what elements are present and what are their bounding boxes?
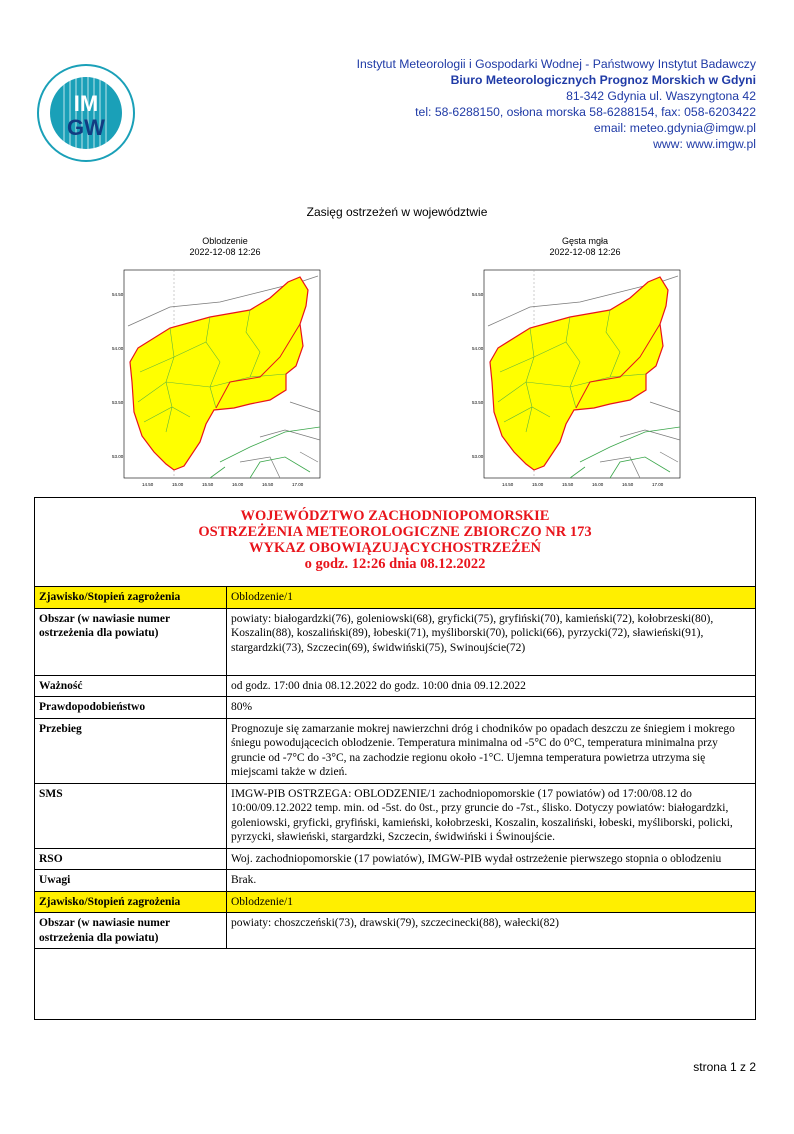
table-row xyxy=(35,608,756,675)
lon-tick: 16.00 xyxy=(232,482,244,487)
page-number: strona 1 z 2 xyxy=(693,1060,756,1074)
lat-tick: 53.50 xyxy=(112,400,124,405)
map-oblodzenie xyxy=(110,236,340,492)
row-value: od godz. 17:00 dnia 08.12.2022 do godz. 10:00 dnia 09.12.2022 xyxy=(227,675,756,697)
table-row xyxy=(35,848,756,870)
row-value: IMGW-PIB OSTRZEGA: OBLODZENIE/1 zachodniopomorskie (17 powiatów) od 17:00/08.12 do 10:00/09.12.2022 temp. min. od -5st. do 0st., przy gruncie do -7st., ślisko. Dotyczy powiatów: białogardzki, goleniowski, gryficki, gryfiński, kamieński, kołobrzeski, Koszalin, koszaliński, łobeski, myśliborski, policki, pyrzycki, sławieński, stargardzki, Szczecin, świdwiński i Świnoujście. xyxy=(227,783,756,848)
lat-tick: 54.50 xyxy=(112,292,124,297)
map-caption-time: 2022-12-08 12:26 xyxy=(189,247,261,257)
row-value: Oblodzenie/1 xyxy=(227,587,756,609)
row-label: SMS xyxy=(35,783,227,848)
map-caption-name: Gęsta mgła xyxy=(561,236,609,246)
table-row xyxy=(35,675,756,697)
table-row xyxy=(35,870,756,892)
bulletin-title xyxy=(35,498,755,578)
lon-tick: 15.50 xyxy=(202,482,214,487)
row-value: Woj. zachodniopomorskie (17 powiatów), IMGW-PIB wydał ostrzeżenie pierwszego stopnia o oblodzeniu xyxy=(227,848,756,870)
bulletin-title-line: o godz. 12:26 dnia 08.12.2022 xyxy=(304,556,486,572)
row-label: Zjawisko/Stopień zagrożenia xyxy=(35,891,227,913)
row-value: powiaty: białogardzki(76), goleniowski(68), gryficki(75), gryfiński(70), kamieński(72), kołobrzeski(80), Koszalin(88), koszaliński(89), łobeski(71), myśliborski(70), policki(66), pyrzycki(72), sławieński(91), stargardzki(73), Szczecin(69), świdwiński(75), Swinoujście(72) xyxy=(227,608,756,675)
row-label: Prawdopodobieństwo xyxy=(35,697,227,719)
row-value: Brak. xyxy=(227,870,756,892)
lon-tick: 16.50 xyxy=(262,482,274,487)
row-label: RSO xyxy=(35,848,227,870)
row-label: Uwagi xyxy=(35,870,227,892)
lat-tick: 53.00 xyxy=(112,454,124,459)
institute-header xyxy=(357,56,756,152)
logo-text-top: IM xyxy=(73,91,99,116)
table-row xyxy=(35,697,756,719)
lon-tick: 14.50 xyxy=(142,482,154,487)
lon-tick: 15.00 xyxy=(172,482,184,487)
lon-tick: 15.50 xyxy=(562,482,574,487)
table-row xyxy=(35,783,756,848)
region-map xyxy=(470,262,686,492)
row-value: Oblodzenie/1 xyxy=(227,891,756,913)
logo-text-bottom: GW xyxy=(67,115,105,140)
table-row xyxy=(35,891,756,913)
row-label: Obszar (w nawiasie numer ostrzeżenia dla powiatu) xyxy=(35,608,227,675)
lon-tick: 17.00 xyxy=(652,482,664,487)
lat-tick: 54.00 xyxy=(472,346,484,351)
warning-bulletin xyxy=(34,497,756,1020)
lat-tick: 53.50 xyxy=(472,400,484,405)
row-value: Prognozuje się zamarzanie mokrej nawierzchni dróg i chodników po opadach deszczu ze śniegiem i mokrego śniegu powodującecich oblodzenie. Temperatura minimalna od -5°C do 0°C, temperatura minimalna przy gruncie od -7°C do -3°C, na zachodzie regionu około -1°C. Ujemna temperatura powietrza utrzyma się miejscami także w dzień. xyxy=(227,718,756,783)
lon-tick: 16.50 xyxy=(622,482,634,487)
imgw-logo xyxy=(36,63,136,163)
office-address: 81-342 Gdynia ul. Waszyngtona 42 xyxy=(566,89,756,103)
institute-name: Instytut Meteorologii i Gospodarki Wodnej - Państwowy Instytut Badawczy xyxy=(356,57,756,71)
map-caption-time: 2022-12-08 12:26 xyxy=(549,247,621,257)
warning-table xyxy=(34,586,756,949)
bulletin-title-line: WYKAZ OBOWIĄZUJĄCYCHOSTRZEŻEŃ xyxy=(248,540,542,556)
row-value: 80% xyxy=(227,697,756,719)
office-name: Biuro Meteorologicznych Prognoz Morskich w Gdyni xyxy=(450,73,756,87)
maps-section-title: Zasięg ostrzeżeń w województwie xyxy=(306,205,488,219)
lon-tick: 17.00 xyxy=(292,482,304,487)
bulletin-title-line: WOJEWÓDZTWO ZACHODNIOPOMORSKIE xyxy=(240,508,550,524)
map-caption-name: Oblodzenie xyxy=(202,236,248,246)
row-label: Obszar (w nawiasie numer ostrzeżenia dla powiatu) xyxy=(35,913,227,949)
bulletin-title-line: OSTRZEŻENIA METEOROLOGICZNE ZBIORCZO NR 173 xyxy=(198,524,592,540)
lat-tick: 53.00 xyxy=(472,454,484,459)
table-row xyxy=(35,913,756,949)
office-phones: tel: 58-6288150, osłona morska 58-6288154, fax: 058-6203422 xyxy=(415,105,756,119)
lat-tick: 54.50 xyxy=(472,292,484,297)
table-row xyxy=(35,587,756,609)
lon-tick: 15.00 xyxy=(532,482,544,487)
lon-tick: 16.00 xyxy=(592,482,604,487)
map-gesta-mgla xyxy=(470,236,700,492)
lat-tick: 54.00 xyxy=(112,346,124,351)
table-row xyxy=(35,718,756,783)
row-label: Ważność xyxy=(35,675,227,697)
lon-tick: 14.50 xyxy=(502,482,514,487)
row-label: Zjawisko/Stopień zagrożenia xyxy=(35,587,227,609)
row-value: powiaty: choszczeński(73), drawski(79), szczecinecki(88), wałecki(82) xyxy=(227,913,756,949)
region-map xyxy=(110,262,326,492)
row-label: Przebieg xyxy=(35,718,227,783)
office-website: www: www.imgw.pl xyxy=(653,137,756,151)
office-email: email: meteo.gdynia@imgw.pl xyxy=(593,121,756,135)
